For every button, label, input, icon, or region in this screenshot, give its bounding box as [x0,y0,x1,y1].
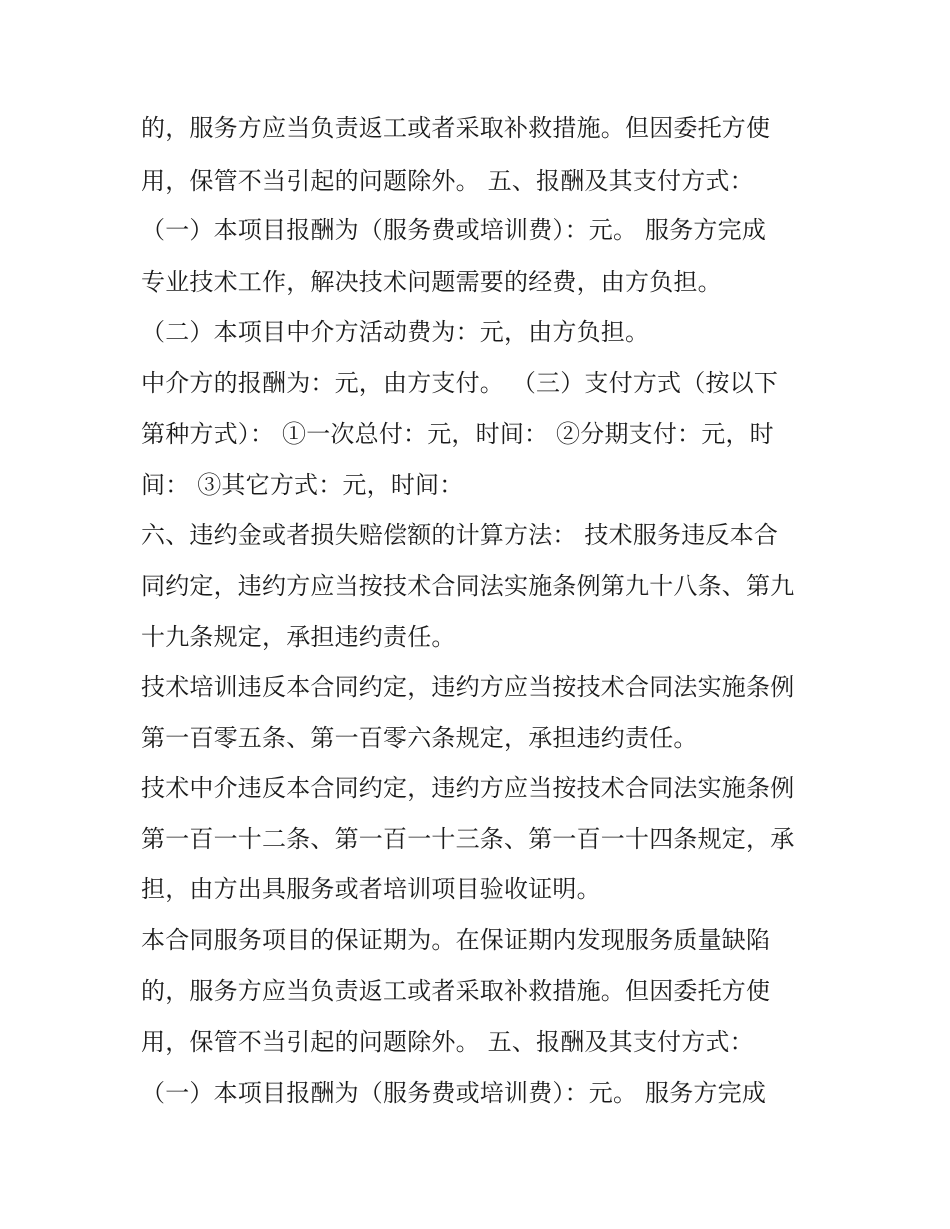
text-line: 技术中介违反本合同约定，违约方应当按技术合同法实施条例 [141,774,795,802]
text-line: 第一百一十二条、第一百一十三条、第一百一十四条规定，承 [141,825,795,853]
text-line: 第种方式）： ①一次总付：元，时间： ②分期支付：元，时 [141,420,774,448]
text-line: 六、违约金或者损失赔偿额的计算方法： 技术服务违反本合 [141,521,779,549]
text-line: 十九条规定，承担违约责任。 [141,623,456,651]
text-line: 的，服务方应当负责返工或者采取补救措施。但因委托方使 [141,977,771,1005]
text-line: （一）本项目报酬为（服务费或培训费）：元。 服务方完成 [141,1079,767,1107]
text-line: （一）本项目报酬为（服务费或培训费）：元。 服务方完成 [141,216,767,244]
text-line: 技术培训违反本合同约定，违约方应当按技术合同法实施条例 [141,673,795,701]
text-line: （二）本项目中介方活动费为：元，由方负担。 [141,318,650,346]
text-line: 担，由方出具服务或者培训项目验收证明。 [141,875,601,903]
text-line: 专业技术工作，解决技术问题需要的经费，由方负担。 [141,268,722,296]
text-line: 的，服务方应当负责返工或者采取补救措施。但因委托方使 [141,114,771,142]
text-line: 本合同服务项目的保证期为。在保证期内发现服务质量缺陷 [141,926,771,954]
text-line: 用，保管不当引起的问题除外。 五、报酬及其支付方式： [141,167,754,195]
text-line: 同约定，违约方应当按技术合同法实施条例第九十八条、第九 [141,572,795,600]
text-line: 中介方的报酬为：元，由方支付。 （三）支付方式（按以下 [141,369,779,397]
text-line: 间： ③其它方式：元，时间： [141,471,464,499]
text-line: 用，保管不当引起的问题除外。 五、报酬及其支付方式： [141,1028,754,1056]
text-line: 第一百零五条、第一百零六条规定，承担违约责任。 [141,724,698,752]
